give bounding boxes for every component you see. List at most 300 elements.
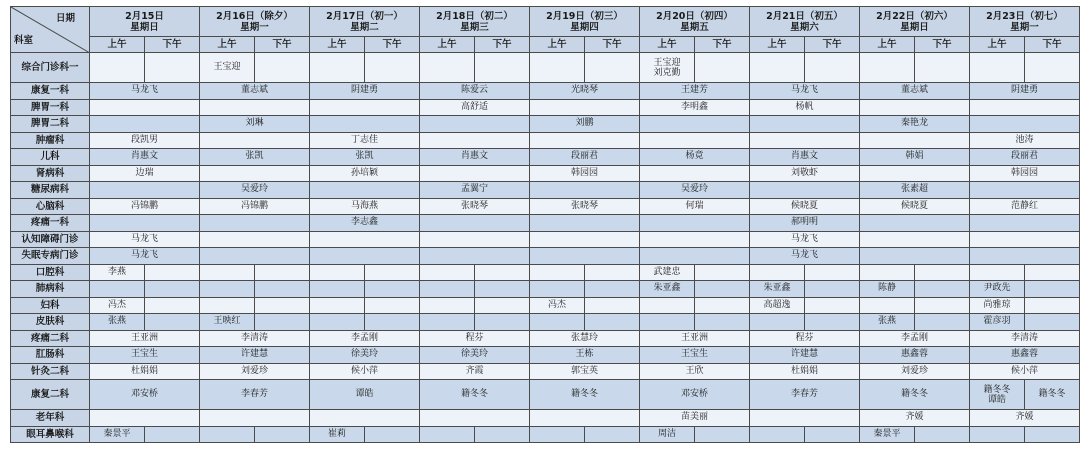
schedule-row: [11, 410, 1080, 427]
schedule-cell: 孟翼宁: [420, 182, 530, 199]
schedule-cell: [860, 53, 915, 83]
schedule-cell: [420, 215, 530, 232]
schedule-cell: 刘敬虾: [750, 165, 860, 182]
schedule-cell: [860, 165, 970, 182]
schedule-cell: 董志斌: [860, 83, 970, 100]
schedule-cell: [255, 426, 310, 443]
schedule-cell: 李孟刚: [860, 330, 970, 347]
department-name: 老年科: [11, 410, 90, 427]
schedule-cell: 候小萍: [970, 363, 1080, 380]
pm-header: 下午: [255, 37, 310, 53]
department-name: 针灸二科: [11, 363, 90, 380]
schedule-cell: [145, 53, 200, 83]
schedule-cell: [970, 264, 1025, 281]
schedule-cell: [750, 410, 860, 427]
schedule-cell: 韩园园: [530, 165, 640, 182]
day-header: 2月21日（初五） 星期六: [750, 7, 860, 37]
schedule-cell: 谭皓: [310, 380, 420, 410]
schedule-row: [11, 165, 1080, 182]
schedule-cell: [970, 53, 1025, 83]
schedule-cell: 籍冬冬: [420, 380, 530, 410]
schedule-cell: 杨竟: [640, 149, 750, 166]
schedule-cell: 马龙飞: [750, 231, 860, 248]
pm-header: 下午: [145, 37, 200, 53]
schedule-cell: [145, 297, 200, 314]
department-name: 疼痛二科: [11, 330, 90, 347]
schedule-row: [11, 99, 1080, 116]
schedule-cell: [200, 165, 310, 182]
schedule-cell: [310, 116, 420, 133]
schedule-cell: [805, 281, 860, 298]
schedule-cell: 段丽君: [530, 149, 640, 166]
schedule-cell: 刘鹏: [530, 116, 640, 133]
schedule-row: [11, 116, 1080, 133]
schedule-cell: 阴建勇: [310, 83, 420, 100]
pm-header: 下午: [585, 37, 640, 53]
schedule-cell: 王亚洲: [90, 330, 200, 347]
am-header: 上午: [750, 37, 805, 53]
schedule-cell: [530, 248, 640, 265]
schedule-cell: [310, 248, 420, 265]
schedule-cell: 李清涛: [200, 330, 310, 347]
schedule-cell: 王亚洲: [640, 330, 750, 347]
schedule-cell: 籍冬冬 谭皓: [970, 380, 1025, 410]
schedule-cell: 张慧玲: [530, 330, 640, 347]
schedule-cell: 吴爱玲: [640, 182, 750, 199]
schedule-cell: [860, 99, 970, 116]
pm-header: 下午: [475, 37, 530, 53]
schedule-cell: [255, 264, 310, 281]
schedule-row: [11, 363, 1080, 380]
schedule-cell: 马龙飞: [90, 248, 200, 265]
schedule-cell: 朱亚鑫: [750, 281, 805, 298]
schedule-cell: 徐美玲: [310, 347, 420, 364]
schedule-cell: [750, 426, 805, 443]
schedule-cell: [530, 281, 585, 298]
schedule-cell: 王宝生: [90, 347, 200, 364]
schedule-cell: 尚雅琼: [970, 297, 1025, 314]
schedule-cell: 冯锦鹏: [90, 198, 200, 215]
schedule-cell: 苗美丽: [640, 410, 750, 427]
day-header: 2月22日（初六） 星期日: [860, 7, 970, 37]
schedule-cell: [530, 410, 640, 427]
pm-header: 下午: [915, 37, 970, 53]
department-name: 心脑科: [11, 198, 90, 215]
schedule-cell: 程芬: [750, 330, 860, 347]
schedule-cell: 张燕: [860, 314, 915, 331]
schedule-cell: [915, 281, 970, 298]
schedule-cell: 武建忠: [640, 264, 695, 281]
am-header: 上午: [90, 37, 145, 53]
schedule-cell: [860, 132, 970, 149]
schedule-cell: 王宝迎: [200, 53, 255, 83]
schedule-cell: 马海燕: [310, 198, 420, 215]
schedule-cell: 肖惠文: [420, 149, 530, 166]
schedule-cell: 李燕: [90, 264, 145, 281]
department-name: 康复二科: [11, 380, 90, 410]
department-name: 口腔科: [11, 264, 90, 281]
schedule-cell: [420, 410, 530, 427]
schedule-cell: [860, 215, 970, 232]
schedule-cell: [310, 281, 365, 298]
day-header: 2月20日（初四） 星期五: [640, 7, 750, 37]
schedule-cell: [90, 215, 200, 232]
department-name: 儿科: [11, 149, 90, 166]
schedule-cell: [365, 281, 420, 298]
day-header: 2月18日（初二） 星期三: [420, 7, 530, 37]
schedule-cell: 惠鑫蓉: [860, 347, 970, 364]
schedule-cell: [310, 231, 420, 248]
schedule-cell: 肖惠文: [750, 149, 860, 166]
pm-header: 下午: [695, 37, 750, 53]
department-name: 妇科: [11, 297, 90, 314]
schedule-cell: 阴建勇: [970, 83, 1080, 100]
department-name: 脾胃二科: [11, 116, 90, 133]
department-name: 脾胃一科: [11, 99, 90, 116]
schedule-cell: [255, 53, 310, 83]
pm-header: 下午: [805, 37, 860, 53]
schedule-cell: [200, 281, 255, 298]
schedule-cell: [970, 182, 1080, 199]
schedule-row: [11, 149, 1080, 166]
corner-date-label: 日期: [55, 13, 75, 24]
schedule-cell: 冯杰: [90, 297, 145, 314]
schedule-cell: 崔莉: [310, 426, 365, 443]
schedule-cell: [145, 264, 200, 281]
schedule-cell: [255, 297, 310, 314]
schedule-cell: [750, 314, 805, 331]
schedule-cell: [695, 264, 750, 281]
schedule-cell: [420, 231, 530, 248]
schedule-cell: [970, 248, 1080, 265]
am-header: 上午: [640, 37, 695, 53]
schedule-cell: 刘琳: [200, 116, 310, 133]
schedule-cell: [970, 99, 1080, 116]
schedule-cell: 李明鑫: [640, 99, 750, 116]
schedule-cell: [915, 297, 970, 314]
schedule-cell: [750, 53, 805, 83]
schedule-cell: [530, 314, 585, 331]
schedule-cell: [420, 248, 530, 265]
schedule-cell: [805, 264, 860, 281]
schedule-cell: [970, 426, 1025, 443]
schedule-cell: 段凯男: [90, 132, 200, 149]
schedule-cell: 池涛: [970, 132, 1080, 149]
schedule-cell: [1025, 297, 1080, 314]
schedule-row: [11, 83, 1080, 100]
schedule-cell: 邓安桥: [90, 380, 200, 410]
schedule-cell: [420, 165, 530, 182]
schedule-cell: 王栋: [530, 347, 640, 364]
schedule-cell: 马龙飞: [90, 83, 200, 100]
schedule-cell: [420, 314, 475, 331]
schedule-cell: [640, 248, 750, 265]
schedule-cell: [860, 297, 915, 314]
day-header: 2月19日（初三） 星期四: [530, 7, 640, 37]
schedule-cell: 候晓夏: [750, 198, 860, 215]
schedule-cell: [200, 264, 255, 281]
schedule-cell: [90, 116, 200, 133]
schedule-cell: [640, 314, 695, 331]
day-header: 2月15日 星期日: [90, 7, 200, 37]
schedule-cell: 冯锦鹏: [200, 198, 310, 215]
schedule-cell: 李孟刚: [310, 330, 420, 347]
schedule-cell: [310, 410, 420, 427]
department-name: 糖尿病科: [11, 182, 90, 199]
schedule-row: [11, 215, 1080, 232]
schedule-cell: [750, 264, 805, 281]
am-header: 上午: [200, 37, 255, 53]
schedule-cell: [695, 281, 750, 298]
schedule-cell: [585, 281, 640, 298]
schedule-cell: [585, 314, 640, 331]
schedule-row: [11, 248, 1080, 265]
schedule-cell: 陈静: [860, 281, 915, 298]
schedule-cell: 李春芳: [750, 380, 860, 410]
schedule-cell: 尹政先: [970, 281, 1025, 298]
department-name: 肾病科: [11, 165, 90, 182]
schedule-row: [11, 132, 1080, 149]
schedule-cell: [640, 165, 750, 182]
schedule-cell: [365, 314, 420, 331]
schedule-cell: [310, 264, 365, 281]
schedule-cell: [90, 99, 200, 116]
schedule-cell: 郝明明: [750, 215, 860, 232]
schedule-cell: 张凯: [310, 149, 420, 166]
schedule-cell: 马龙飞: [750, 248, 860, 265]
department-name: 康复一科: [11, 83, 90, 100]
schedule-cell: 郭宝英: [530, 363, 640, 380]
schedule-cell: [530, 99, 640, 116]
am-header: 上午: [420, 37, 475, 53]
schedule-cell: [585, 426, 640, 443]
schedule-cell: [200, 248, 310, 265]
schedule-cell: [310, 297, 365, 314]
schedule-cell: [530, 132, 640, 149]
day-header: 2月17日（初一） 星期二: [310, 7, 420, 37]
schedule-cell: 刘爱珍: [200, 363, 310, 380]
schedule-cell: 董志斌: [200, 83, 310, 100]
schedule-cell: 齐媛: [860, 410, 970, 427]
schedule-cell: [200, 99, 310, 116]
schedule-row: [11, 182, 1080, 199]
schedule-cell: 籍冬冬: [860, 380, 970, 410]
schedule-cell: 李春芳: [200, 380, 310, 410]
schedule-cell: [475, 53, 530, 83]
schedule-cell: 范静红: [970, 198, 1080, 215]
schedule-row: [11, 314, 1080, 331]
schedule-cell: 许建慧: [750, 347, 860, 364]
department-name: 皮肤科: [11, 314, 90, 331]
pm-header: 下午: [365, 37, 420, 53]
schedule-cell: [530, 426, 585, 443]
schedule-cell: [475, 297, 530, 314]
schedule-cell: 候晓夏: [860, 198, 970, 215]
schedule-cell: 霍彦羽: [970, 314, 1025, 331]
schedule-cell: [750, 182, 860, 199]
schedule-cell: 张晓琴: [420, 198, 530, 215]
schedule-cell: [805, 314, 860, 331]
schedule-cell: 周洁: [640, 426, 695, 443]
department-name: 眼耳鼻喉科: [11, 426, 90, 443]
schedule-row: [11, 264, 1080, 281]
schedule-cell: 籍冬冬: [1025, 380, 1080, 410]
schedule-cell: 高超逸: [750, 297, 805, 314]
schedule-cell: 肖惠文: [90, 149, 200, 166]
schedule-cell: [310, 314, 365, 331]
schedule-cell: [695, 426, 750, 443]
schedule-cell: 朱亚鑫: [640, 281, 695, 298]
schedule-cell: 王宝生: [640, 347, 750, 364]
schedule-cell: [585, 297, 640, 314]
department-name: 失眠专病门诊: [11, 248, 90, 265]
schedule-cell: 高舒适: [420, 99, 530, 116]
schedule-cell: [1025, 281, 1080, 298]
am-header: 上午: [970, 37, 1025, 53]
schedule-cell: [530, 264, 585, 281]
schedule-cell: 韩园园: [970, 165, 1080, 182]
schedule-cell: [200, 132, 310, 149]
schedule-cell: 张燕: [90, 314, 145, 331]
schedule-cell: [585, 53, 640, 83]
schedule-cell: [145, 314, 200, 331]
schedule-cell: 王映红: [200, 314, 255, 331]
department-name: 疼痛一科: [11, 215, 90, 232]
schedule-cell: [90, 182, 200, 199]
schedule-row: [11, 198, 1080, 215]
schedule-cell: 邓安桥: [640, 380, 750, 410]
schedule-cell: [200, 426, 255, 443]
schedule-cell: [365, 426, 420, 443]
schedule-cell: [1025, 314, 1080, 331]
schedule-cell: 边瑞: [90, 165, 200, 182]
schedule-cell: 段丽君: [970, 149, 1080, 166]
schedule-cell: [915, 426, 970, 443]
schedule-cell: [310, 99, 420, 116]
day-header: 2月23日（初七） 星期一: [970, 7, 1080, 37]
schedule-cell: 马龙飞: [90, 231, 200, 248]
schedule-cell: [200, 231, 310, 248]
department-name: 肿瘤科: [11, 132, 90, 149]
schedule-cell: [420, 297, 475, 314]
schedule-cell: 秦艳龙: [860, 116, 970, 133]
am-header: 上午: [860, 37, 915, 53]
schedule-cell: 张素超: [860, 182, 970, 199]
schedule-cell: [420, 53, 475, 83]
schedule-cell: [475, 281, 530, 298]
schedule-cell: [640, 215, 750, 232]
schedule-cell: [255, 281, 310, 298]
schedule-cell: 齐霞: [420, 363, 530, 380]
schedule-cell: [365, 264, 420, 281]
schedule-cell: [420, 116, 530, 133]
schedule-cell: 光晓琴: [530, 83, 640, 100]
schedule-cell: [640, 116, 750, 133]
schedule-cell: [475, 426, 530, 443]
schedule-cell: [640, 132, 750, 149]
schedule-cell: [145, 426, 200, 443]
schedule-cell: [420, 132, 530, 149]
department-name: 肺病科: [11, 281, 90, 298]
schedule-cell: 王建芳: [640, 83, 750, 100]
schedule-cell: [695, 297, 750, 314]
schedule-cell: [860, 231, 970, 248]
schedule-cell: 陈爱云: [420, 83, 530, 100]
schedule-cell: [860, 248, 970, 265]
schedule-row: [11, 347, 1080, 364]
schedule-cell: [310, 182, 420, 199]
schedule-cell: [970, 116, 1080, 133]
schedule-cell: [970, 231, 1080, 248]
schedule-cell: 齐媛: [970, 410, 1080, 427]
header-corner: [11, 7, 90, 53]
schedule-cell: [200, 215, 310, 232]
am-header: 上午: [530, 37, 585, 53]
schedule-cell: [475, 314, 530, 331]
schedule-table: [10, 6, 1080, 443]
schedule-cell: 杜娟娟: [750, 363, 860, 380]
schedule-cell: 李志鑫: [310, 215, 420, 232]
schedule-cell: 何瑞: [640, 198, 750, 215]
schedule-cell: [90, 53, 145, 83]
schedule-cell: 惠鑫蓉: [970, 347, 1080, 364]
schedule-cell: [1025, 53, 1080, 83]
schedule-cell: 吴爱玲: [200, 182, 310, 199]
schedule-row: [11, 297, 1080, 314]
schedule-cell: [970, 215, 1080, 232]
schedule-cell: 张凯: [200, 149, 310, 166]
schedule-cell: [255, 314, 310, 331]
schedule-cell: 王宝迎 刘克勤: [640, 53, 695, 83]
schedule-cell: [420, 426, 475, 443]
schedule-body: [11, 53, 1080, 443]
schedule-cell: [915, 264, 970, 281]
schedule-cell: 丁志佳: [310, 132, 420, 149]
schedule-cell: [750, 116, 860, 133]
corner-dept-label: 科室: [14, 35, 34, 46]
schedule-cell: [365, 53, 420, 83]
schedule-cell: 王欣: [640, 363, 750, 380]
schedule-cell: 孙培颖: [310, 165, 420, 182]
pm-header: 下午: [1025, 37, 1080, 53]
schedule-cell: [530, 231, 640, 248]
schedule-row: [11, 426, 1080, 443]
department-name: 综合门诊科一: [11, 53, 90, 83]
schedule-cell: [310, 53, 365, 83]
schedule-cell: [695, 314, 750, 331]
schedule-cell: [1025, 426, 1080, 443]
schedule-cell: [640, 231, 750, 248]
schedule-cell: 籍冬冬: [530, 380, 640, 410]
schedule-cell: [805, 297, 860, 314]
department-name: 肛肠科: [11, 347, 90, 364]
schedule-cell: [420, 281, 475, 298]
schedule-cell: [530, 215, 640, 232]
schedule-cell: [530, 182, 640, 199]
schedule-row: [11, 231, 1080, 248]
schedule-cell: [365, 297, 420, 314]
schedule-cell: 秦景平: [90, 426, 145, 443]
schedule-cell: 徐美玲: [420, 347, 530, 364]
schedule-cell: 候小萍: [310, 363, 420, 380]
schedule-cell: [475, 264, 530, 281]
schedule-cell: 杨帆: [750, 99, 860, 116]
schedule-cell: [420, 264, 475, 281]
am-header: 上午: [310, 37, 365, 53]
schedule-cell: 李清涛: [970, 330, 1080, 347]
day-header: 2月16日（除夕） 星期一: [200, 7, 310, 37]
schedule-cell: [90, 281, 145, 298]
